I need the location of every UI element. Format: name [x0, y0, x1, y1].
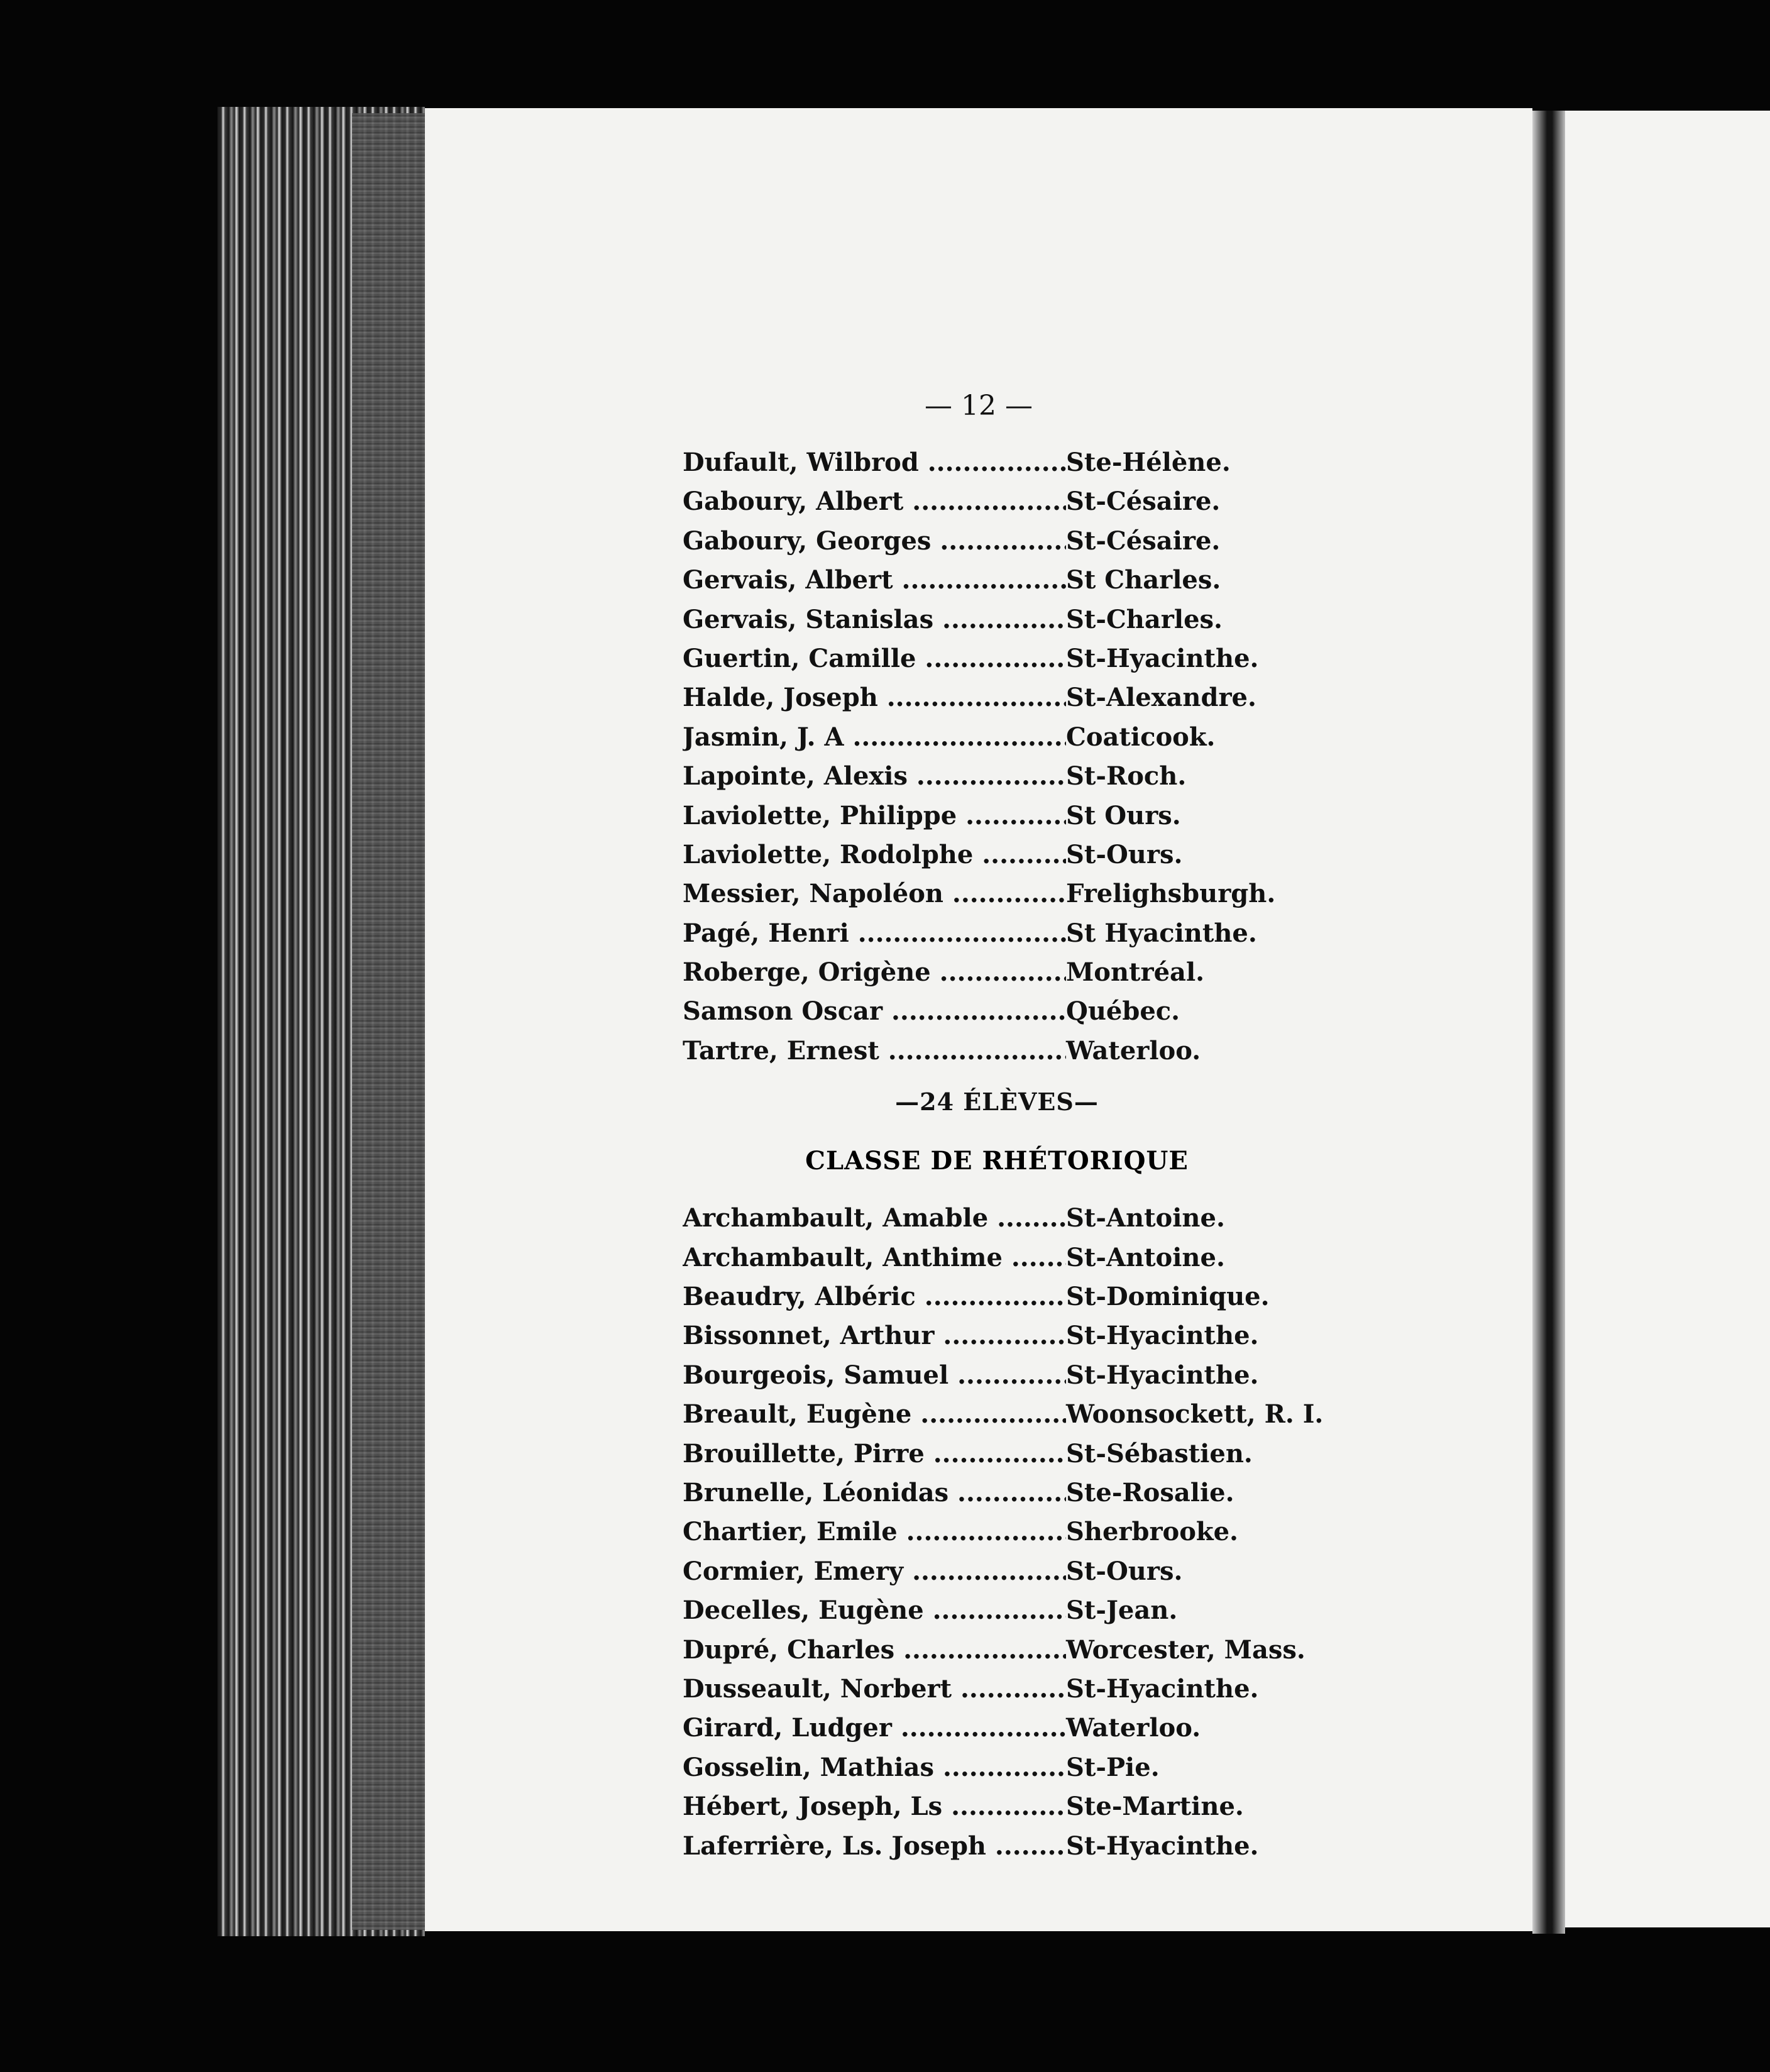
student-hometown: St Hyacinthe. [1066, 918, 1257, 948]
section-heading: CLASSE DE RHÉTORIQUE [805, 1146, 1189, 1176]
student-entry [683, 683, 1437, 722]
student-entry [683, 918, 1437, 957]
student-hometown: St-Dominique. [1066, 1282, 1270, 1312]
student-hometown: St-Ours. [1066, 839, 1183, 869]
student-name: Gosselin, Mathias ..... [683, 1753, 1066, 1782]
student-entry [683, 840, 1437, 879]
student-hometown: St-Hyacinthe. [1066, 1321, 1259, 1351]
student-name: Cormier, Emery ..... [683, 1557, 1066, 1586]
student-name: Dusseault, Norbert ..... [683, 1674, 1066, 1704]
student-entry [683, 1674, 1437, 1713]
student-name: Gaboury, Georges ..... [683, 526, 1066, 556]
student-entry [683, 1478, 1437, 1517]
student-entry [683, 565, 1437, 604]
student-hometown: St-Hyacinthe. [1066, 1673, 1259, 1704]
student-hometown: Québec. [1066, 996, 1180, 1027]
student-entry [683, 1753, 1437, 1792]
student-entry [683, 448, 1437, 487]
student-name: Dufault, Wilbrod ..... [683, 448, 1066, 477]
student-hometown: Ste-Hélène. [1066, 448, 1231, 477]
student-name: Jasmin, J. A ..... [683, 722, 1066, 752]
student-hometown: Sherbrooke. [1066, 1517, 1238, 1547]
student-hometown: Waterloo. [1066, 1035, 1201, 1066]
student-name: Gervais, Albert ..... [683, 565, 1066, 595]
student-hometown: St-Hyacinthe. [1066, 1831, 1259, 1861]
student-entry [683, 1792, 1437, 1831]
student-name: Chartier, Emile ..... [683, 1517, 1066, 1546]
student-hometown: Montréal. [1066, 957, 1205, 988]
student-name: Laferrière, Ls. Joseph ..... [683, 1831, 1066, 1861]
student-hometown: St-Pie. [1066, 1752, 1160, 1782]
student-hometown: St-Hyacinthe. [1066, 1360, 1259, 1390]
student-name: Laviolette, Philippe ..... [683, 801, 1066, 830]
student-entry [683, 1595, 1437, 1634]
student-name: Archambault, Amable ..... [683, 1203, 1066, 1233]
student-entry [683, 996, 1437, 1035]
student-hometown: St-Jean. [1066, 1595, 1178, 1626]
student-entry [683, 801, 1437, 840]
student-hometown: St-Antoine. [1066, 1242, 1225, 1272]
student-entry [683, 1282, 1437, 1321]
student-entry [683, 1243, 1437, 1282]
student-hometown: St-Ours. [1066, 1556, 1183, 1586]
page-number: — 12 — [925, 390, 1033, 422]
student-entry [683, 722, 1437, 761]
student-count: —24 ÉLÈVES— [895, 1088, 1099, 1116]
student-entry [683, 1831, 1437, 1870]
student-name: Gaboury, Albert ..... [683, 487, 1066, 516]
student-name: Breault, Eugène ..... [683, 1399, 1066, 1429]
student-entry [683, 1439, 1437, 1478]
student-hometown: St-Antoine. [1066, 1203, 1225, 1233]
student-hometown: St-Hyacinthe. [1066, 643, 1259, 673]
student-name: Lapointe, Alexis ..... [683, 761, 1066, 791]
student-name: Archambault, Anthime ..... [683, 1243, 1066, 1272]
student-name: Halde, Joseph ..... [683, 683, 1066, 712]
student-hometown: St Charles. [1066, 565, 1221, 595]
student-entry [683, 526, 1437, 565]
student-entry [683, 1036, 1437, 1075]
student-entry [683, 761, 1437, 800]
student-name: Messier, Napoléon ..... [683, 879, 1066, 908]
student-hometown: St-Alexandre. [1066, 683, 1256, 713]
student-name: Beaudry, Albéric ..... [683, 1282, 1066, 1311]
student-entry [683, 487, 1437, 526]
student-entry [683, 1517, 1437, 1556]
student-hometown: Waterloo. [1066, 1713, 1201, 1743]
student-hometown: Ste-Rosalie. [1066, 1477, 1234, 1507]
student-name: Dupré, Charles ..... [683, 1635, 1066, 1665]
student-entry [683, 1360, 1437, 1399]
student-hometown: St Ours. [1066, 800, 1181, 830]
student-name: Roberge, Origène ..... [683, 957, 1066, 987]
student-hometown: St-Charles. [1066, 604, 1223, 634]
student-entry [683, 644, 1437, 683]
student-hometown: St-Roch. [1066, 761, 1187, 791]
student-name: Brouillette, Pirre ..... [683, 1439, 1066, 1469]
student-name: Decelles, Eugène ..... [683, 1595, 1066, 1625]
student-name: Hébert, Joseph, Ls ..... [683, 1792, 1066, 1821]
student-hometown: St-Sébastien. [1066, 1438, 1253, 1469]
student-hometown: Ste-Martine. [1066, 1792, 1244, 1822]
student-entry [683, 1399, 1437, 1438]
student-name: Tartre, Ernest ..... [683, 1036, 1066, 1066]
student-name: Girard, Ludger ..... [683, 1713, 1066, 1743]
student-entry [683, 1635, 1437, 1674]
student-list [683, 448, 1437, 1870]
student-name: Guertin, Camille ..... [683, 644, 1066, 673]
student-name: Brunelle, Léonidas ..... [683, 1478, 1066, 1507]
student-name: Laviolette, Rodolphe ..... [683, 840, 1066, 869]
student-hometown: St-Césaire. [1066, 487, 1221, 517]
student-entry [683, 957, 1437, 996]
student-hometown: St-Césaire. [1066, 526, 1221, 556]
student-entry [683, 605, 1437, 644]
student-hometown: Worcester, Mass. [1066, 1634, 1306, 1665]
student-entry [683, 1713, 1437, 1752]
student-entry [683, 1321, 1437, 1360]
student-entry [683, 879, 1437, 918]
student-hometown: Coaticook. [1066, 722, 1216, 752]
left-page [425, 108, 1532, 1931]
student-hometown: Frelighsburgh. [1066, 879, 1276, 909]
student-name: Samson Oscar ..... [683, 996, 1066, 1026]
student-name: Bissonnet, Arthur ..... [683, 1321, 1066, 1350]
student-entry [683, 1203, 1437, 1242]
student-name: Gervais, Stanislas ..... [683, 605, 1066, 634]
student-hometown: Woonsockett, R. I. [1066, 1399, 1324, 1430]
student-name: Pagé, Henri ..... [683, 918, 1066, 948]
student-name: Bourgeois, Samuel ..... [683, 1360, 1066, 1390]
right-page-partial [1565, 111, 1770, 1927]
page-stack-edge [352, 113, 425, 1930]
student-entry [683, 1557, 1437, 1595]
book-gutter [1532, 111, 1565, 1934]
